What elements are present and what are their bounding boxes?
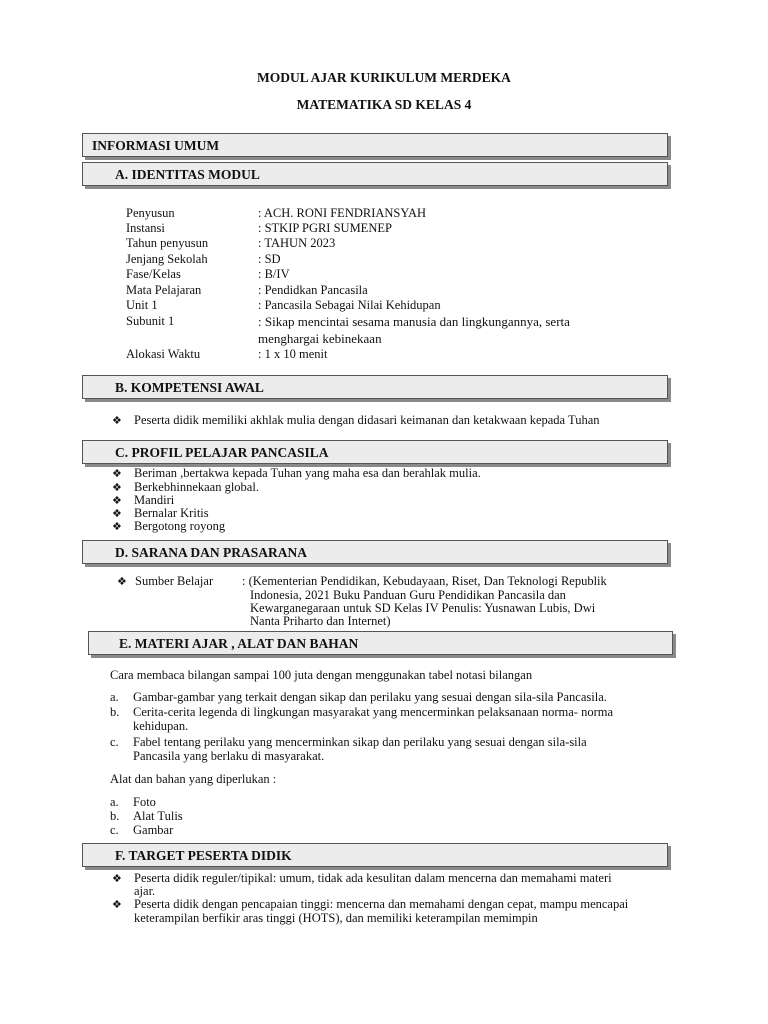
list-marker: b. [110, 809, 120, 823]
list-item: Peserta didik reguler/tipikal: umum, tidak ada kesulitan dalam mencerna dan memahami materi [134, 871, 612, 885]
identitas-label: Penyusun [126, 206, 175, 220]
identitas-value: : 1 x 10 menit [258, 347, 328, 361]
diamond-bullet-icon: ❖ [112, 521, 122, 533]
diamond-bullet-icon: ❖ [112, 495, 122, 507]
diamond-bullet-icon: ❖ [112, 508, 122, 520]
list-marker: a. [110, 690, 119, 704]
list-item: Beriman ,bertakwa kepada Tuhan yang maha esa dan berahlak mulia. [134, 466, 481, 480]
sarana-label: Sumber Belajar [135, 574, 214, 588]
identitas-label: Instansi [126, 221, 165, 235]
diamond-bullet-icon: ❖ [117, 576, 127, 588]
sarana-text: Kewarganegaraan untuk SD Kelas IV Penulis: Yusnawan Lubis, Dwi [250, 601, 596, 615]
kompetensi-text: Peserta didik memiliki akhlak mulia dengan didasari keimanan dan ketakwaan kepada Tuhan [134, 413, 600, 427]
identitas-label: Mata Pelajaran [126, 283, 202, 297]
section-identitas-modul: A. IDENTITAS MODUL [82, 162, 668, 186]
identitas-label: Fase/Kelas [126, 267, 181, 281]
list-item: Mandiri [134, 493, 175, 507]
section-kompetensi-awal: B. KOMPETENSI AWAL [82, 375, 668, 399]
identitas-value: : TAHUN 2023 [258, 236, 336, 250]
list-item: Fabel tentang perilaku yang mencerminkan sikap dan perilaku yang sesuai dengan sila-sila [133, 735, 587, 749]
list-item: Gambar-gambar yang terkait dengan sikap dan perilaku yang sesuai dengan sila-sila Pancasila. [133, 690, 607, 704]
alat-intro: Alat dan bahan yang diperlukan : [110, 772, 277, 786]
identitas-label: Tahun penyusun [126, 236, 209, 250]
identitas-value: : Pendidkan Pancasila [258, 283, 368, 297]
list-marker: c. [110, 823, 119, 837]
list-item-continued: kehidupan. [133, 719, 189, 733]
identitas-label: Alokasi Waktu [126, 347, 201, 361]
list-item: Bergotong royong [134, 519, 226, 533]
identitas-value: : Pancasila Sebagai Nilai Kehidupan [258, 298, 441, 312]
section-target-peserta: F. TARGET PESERTA DIDIK [82, 843, 668, 867]
diamond-bullet-icon: ❖ [112, 468, 122, 480]
sarana-text: : (Kementerian Pendidikan, Kebudayaan, Riset, Dan Teknologi Republik [242, 574, 607, 588]
list-item: Cerita-cerita legenda di lingkungan masyarakat yang mencerminkan pelaksanaan norma- norma [133, 705, 614, 719]
identitas-value: : B/IV [258, 267, 290, 281]
list-marker: a. [110, 795, 119, 809]
identitas-value: : ACH. RONI FENDRIANSYAH [258, 206, 427, 220]
section-profil-pelajar: C. PROFIL PELAJAR PANCASILA [82, 440, 668, 464]
list-item-continued: ajar. [134, 884, 156, 898]
identitas-label: Jenjang Sekolah [126, 252, 208, 266]
identitas-value: : SD [258, 252, 281, 266]
list-item: Foto [133, 795, 156, 809]
identitas-label: Unit 1 [126, 298, 158, 312]
sarana-text: Indonesia, 2021 Buku Panduan Guru Pendidikan Pancasila dan [250, 588, 566, 602]
diamond-bullet-icon: ❖ [112, 899, 122, 911]
identitas-value: : STKIP PGRI SUMENEP [258, 221, 392, 235]
list-item: Alat Tulis [133, 809, 183, 823]
materi-intro: Cara membaca bilangan sampai 100 juta dengan menggunakan tabel notasi bilangan [110, 668, 533, 682]
diamond-bullet-icon: ❖ [112, 415, 122, 427]
section-sarana-prasarana: D. SARANA DAN PRASARANA [82, 540, 668, 564]
document-title: MODUL AJAR KURIKULUM MERDEKA [257, 70, 511, 85]
diamond-bullet-icon: ❖ [112, 482, 122, 494]
list-item: Peserta didik dengan pencapaian tinggi: mencerna dan memahami dengan cepat, mampu mencapai [134, 897, 629, 911]
diamond-bullet-icon: ❖ [112, 873, 122, 885]
list-item: Gambar [133, 823, 174, 837]
identitas-value: : Sikap mencintai sesama manusia dan lingkungannya, serta [258, 314, 570, 329]
list-item: Berkebhinnekaan global. [134, 480, 259, 494]
section-materi-ajar: E. MATERI AJAR , ALAT DAN BAHAN [88, 631, 673, 655]
list-marker: c. [110, 735, 119, 749]
sarana-text: Nanta Priharto dan Internet) [250, 614, 391, 628]
identitas-label: Subunit 1 [126, 314, 175, 328]
document-subtitle: MATEMATIKA SD KELAS 4 [296, 97, 472, 112]
list-item-continued: Pancasila yang berlaku di masyarakat. [133, 749, 325, 763]
section-informasi-umum: INFORMASI UMUM [82, 133, 668, 157]
identitas-value-continued: menghargai kebinekaan [258, 331, 382, 346]
list-item: Bernalar Kritis [134, 506, 209, 520]
list-item-continued: keterampilan berfikir aras tinggi (HOTS), dan memiliki keterampilan memimpin [134, 911, 538, 925]
list-marker: b. [110, 705, 120, 719]
